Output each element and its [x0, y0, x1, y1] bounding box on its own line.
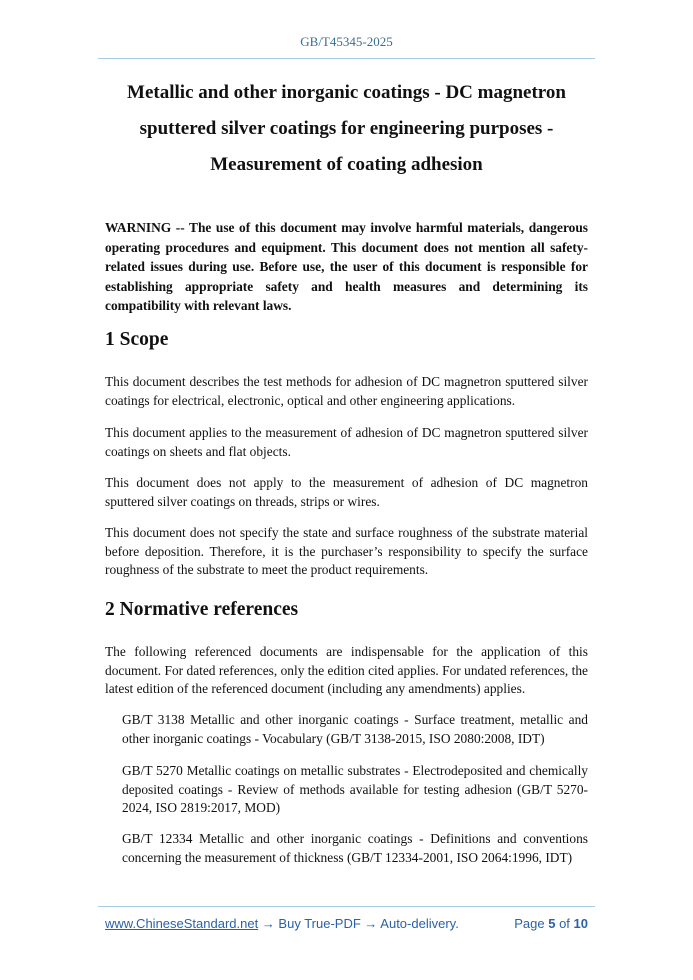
- footer: [105, 916, 588, 931]
- section-heading-normative-references: 2 Normative references: [105, 599, 299, 620]
- reference-item: GB/T 5270 Metallic coatings on metallic substrates - Electrodeposited and chemically deposited coatings - Review of methods available for testing adhesion (GB/T 5270-2024, ISO 2819:2017, MOD): [122, 763, 588, 816]
- page-total: 10: [573, 916, 588, 931]
- footer-divider: [98, 906, 595, 907]
- footer-promo-text: → Buy True-PDF → Auto-delivery.: [258, 916, 459, 931]
- page-label: Page: [514, 916, 545, 931]
- reference-item: GB/T 12334 Metallic and other inorganic coatings - Definitions and conventions concerning the measurement of thickness (GB/T 12334-2001, ISO 2064:1996, IDT): [122, 831, 588, 865]
- warning-paragraph: WARNING -- The use of this document may involve harmful materials, dangerous operating procedures and equipment. This document does not mention all safety-related issues during use. Before use, the user of this document is responsible for establishing appropriate safety and health measures and determining its compatibility with relevant laws.: [105, 220, 588, 314]
- reference-item: GB/T 3138 Metallic and other inorganic coatings - Surface treatment, metallic and other inorganic coatings - Vocabulary (GB/T 3138-2015, ISO 2080:2008, IDT): [122, 712, 588, 746]
- page-indicator: [514, 916, 588, 931]
- document-code-header: GB/T45345-2025: [300, 34, 393, 49]
- scope-paragraph: This document applies to the measurement of adhesion of DC magnetron sputtered silver coatings on sheets and flat objects.: [105, 425, 588, 459]
- footer-promo: [105, 916, 459, 931]
- scope-paragraph: This document does not specify the state and surface roughness of the substrate material before deposition. Therefore, it is the purchaser’s responsibility to specify the surface roughness of the substrate to meet the product requirements.: [105, 525, 588, 578]
- title-line-1: Metallic and other inorganic coatings - DC magnetron: [127, 82, 566, 103]
- page-of-label: of: [559, 916, 570, 931]
- section-heading-scope: 1 Scope: [105, 329, 169, 350]
- title-line-2: sputtered silver coatings for engineering purposes -: [139, 118, 554, 139]
- header-divider: [98, 58, 595, 59]
- page-current: 5: [548, 916, 556, 931]
- references-intro-paragraph: The following referenced documents are indispensable for the application of this document. For dated references, only the edition cited applies. For undated references, the latest edition of the referenced document (including any amendments) applies.: [105, 644, 588, 697]
- scope-paragraph: This document describes the test methods for adhesion of DC magnetron sputtered silver coatings for electrical, electronic, optical and other engineering applications.: [105, 374, 588, 408]
- scope-paragraph: This document does not apply to the measurement of adhesion of DC magnetron sputtered silver coatings on threads, strips or wires.: [105, 475, 588, 509]
- website-link[interactable]: www.ChineseStandard.net: [105, 916, 259, 931]
- title-line-3: Measurement of coating adhesion: [210, 154, 483, 175]
